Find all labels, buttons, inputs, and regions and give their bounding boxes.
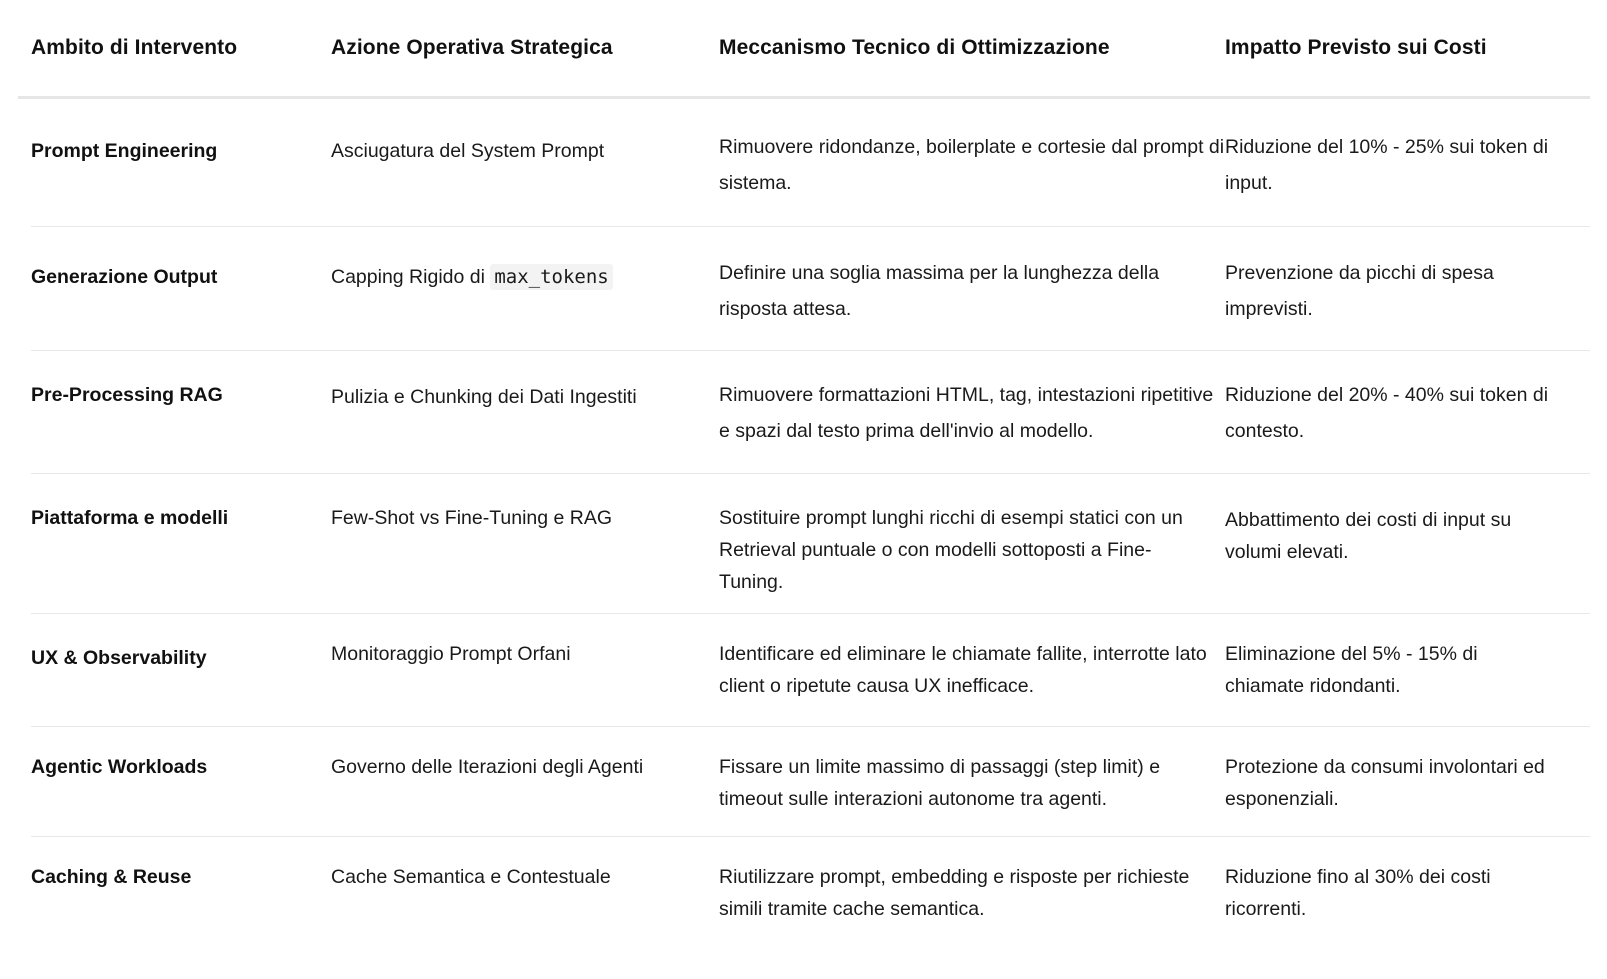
table-row: [31, 351, 1590, 474]
cell-impatto: Protezione da consumi involontari ed esponenziali.: [1225, 756, 1545, 810]
cell-meccanismo: Rimuovere ridondanze, boilerplate e cortesie dal prompt di sistema.: [719, 136, 1225, 194]
cell-ambito: Generazione Output: [31, 266, 218, 288]
cell-meccanismo: Rimuovere formattazioni HTML, tag, intestazioni ripetitive e spazi dal testo prima dell'invio al modello.: [719, 384, 1214, 442]
table-row: [31, 474, 1590, 614]
table-row: [31, 614, 1590, 727]
cell-azione: Few-Shot vs Fine-Tuning e RAG: [331, 507, 613, 529]
table-header-row: [18, 0, 1590, 99]
cell-meccanismo: Riutilizzare prompt, embedding e risposte per richieste simili tramite cache semantica.: [719, 866, 1190, 920]
table-row: [31, 727, 1590, 837]
header-ambito: Ambito di Intervento: [31, 36, 238, 59]
cell-ambito: Piattaforma e modelli: [31, 507, 229, 529]
header-impatto: Impatto Previsto sui Costi: [1225, 36, 1487, 59]
optimization-table: [18, 0, 1590, 937]
cell-impatto: Eliminazione del 5% - 15% di chiamate ridondanti.: [1225, 643, 1478, 697]
cell-ambito: Agentic Workloads: [31, 756, 208, 778]
header-azione: Azione Operativa Strategica: [331, 36, 613, 59]
cell-ambito: Prompt Engineering: [31, 140, 218, 162]
cell-ambito: UX & Observability: [31, 647, 207, 669]
cell-azione-text: Capping Rigido di: [331, 266, 491, 288]
cell-meccanismo: Sostituire prompt lunghi ricchi di esempi statici con un Retrieval puntuale o con modelli sottoposti a Fine-Tuning.: [719, 507, 1183, 593]
code-max-tokens: max_tokens: [490, 264, 612, 290]
cell-ambito: Pre-Processing RAG: [31, 384, 223, 406]
cell-impatto: Riduzione del 10% - 25% sui token di input.: [1225, 136, 1549, 194]
cell-azione: Pulizia e Chunking dei Dati Ingestiti: [331, 386, 637, 408]
cell-azione: Governo delle Iterazioni degli Agenti: [331, 756, 644, 778]
cell-azione: [331, 255, 719, 350]
cell-meccanismo: Identificare ed eliminare le chiamate fallite, interrotte lato client o ripetute causa UX inefficace.: [719, 643, 1207, 697]
cell-meccanismo: Fissare un limite massimo di passaggi (step limit) e timeout sulle interazioni autonome tra agenti.: [719, 756, 1161, 810]
cell-azione: Monitoraggio Prompt Orfani: [331, 643, 571, 665]
table-row: [31, 837, 1590, 937]
cell-impatto: Riduzione fino al 30% dei costi ricorrenti.: [1225, 866, 1491, 920]
header-meccanismo: Meccanismo Tecnico di Ottimizzazione: [719, 36, 1110, 59]
table-row: [31, 227, 1590, 351]
cell-impatto: Riduzione del 20% - 40% sui token di contesto.: [1225, 384, 1549, 442]
cell-impatto: Abbattimento dei costi di input su volumi elevati.: [1225, 509, 1512, 563]
cell-meccanismo: Definire una soglia massima per la lunghezza della risposta attesa.: [719, 262, 1160, 320]
table-row: [31, 99, 1590, 227]
cell-azione: Asciugatura del System Prompt: [331, 140, 605, 162]
cell-impatto: Prevenzione da picchi di spesa imprevisti.: [1225, 262, 1494, 320]
cell-ambito: Caching & Reuse: [31, 866, 192, 888]
cell-azione: Cache Semantica e Contestuale: [331, 866, 611, 888]
